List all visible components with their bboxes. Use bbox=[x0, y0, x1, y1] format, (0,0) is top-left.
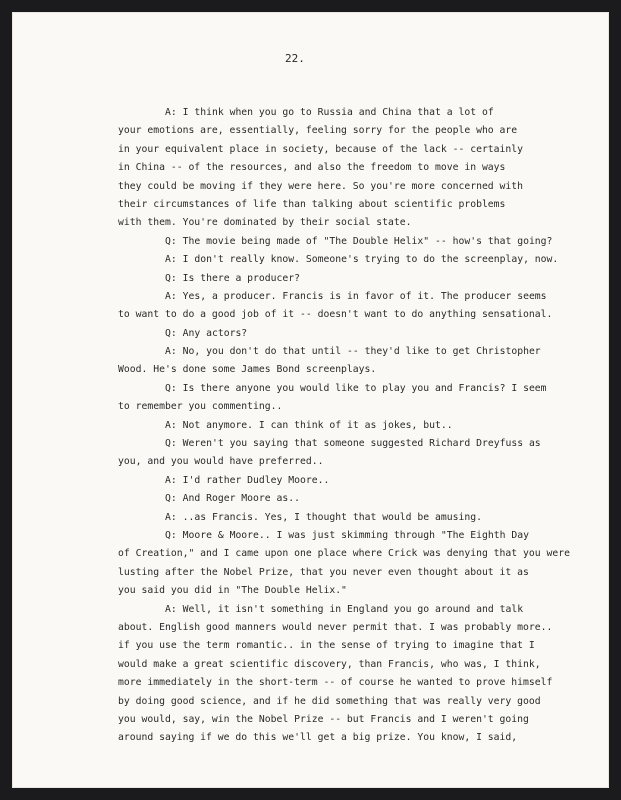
document-page bbox=[12, 12, 609, 788]
text-line: Q: The movie being made of "The Double Helix" -- how's that going? bbox=[165, 235, 553, 247]
text-line: A: I think when you go to Russia and China that a lot of bbox=[165, 107, 494, 118]
text-line: Q: Any actors? bbox=[165, 327, 248, 339]
text-line: about. English good manners would never permit that. I was probably more.. bbox=[118, 621, 553, 633]
text-line: you said you did in "The Double Helix." bbox=[118, 585, 347, 597]
text-line: A: No, you don't do that until -- they'd like to get Christopher bbox=[165, 346, 541, 358]
text-line: Q: And Roger Moore as.. bbox=[165, 493, 301, 505]
page-number: 22. bbox=[285, 52, 305, 65]
text-line: to want to do a good job of it -- doesn't want to do anything sensational. bbox=[118, 309, 553, 321]
text-line: would make a great scientific discovery, than Francis, who was, I think, bbox=[118, 658, 541, 670]
text-line: to remember you commenting.. bbox=[118, 401, 283, 413]
text-line: you would, say, win the Nobel Prize -- but Francis and I weren't going bbox=[118, 713, 529, 725]
text-line: Wood. He's done some James Bond screenplays. bbox=[118, 364, 377, 376]
text-line: Q: Weren't you saying that someone suggested Richard Dreyfuss as bbox=[165, 438, 541, 450]
text-line: if you use the term romantic.. in the sense of trying to imagine that I bbox=[118, 640, 535, 652]
text-line: more immediately in the short-term -- of course he wanted to prove himself bbox=[118, 677, 553, 689]
text-line: you, and you would have preferred.. bbox=[118, 456, 324, 468]
text-line: A: I'd rather Dudley Moore.. bbox=[165, 474, 330, 486]
text-line: they could be moving if they were here. So you're more concerned with bbox=[118, 180, 524, 192]
text-line: their circumstances of life than talking about scientific problems bbox=[118, 198, 506, 210]
text-line: of Creation," and I came upon one place where Crick was denying that you were bbox=[118, 548, 570, 560]
text-line: A: I don't really know. Someone's trying to do the screenplay, now. bbox=[165, 254, 559, 266]
text-line: around saying if we do this we'll get a big prize. You know, I said, bbox=[118, 732, 518, 744]
text-line: Q: Moore & Moore.. I was just skimming through "The Eighth Day bbox=[165, 529, 529, 541]
text-line: A: Not anymore. I can think of it as jokes, but.. bbox=[165, 419, 453, 431]
text-line: with them. You're dominated by their social state. bbox=[118, 217, 412, 229]
text-line: Q: Is there anyone you would like to play you and Francis? I seem bbox=[165, 382, 547, 394]
text-line: in your equivalent place in society, because of the lack -- certainly bbox=[118, 143, 524, 155]
text-line: A: Yes, a producer. Francis is in favor of it. The producer seems bbox=[165, 290, 547, 302]
transcript-body bbox=[118, 104, 578, 748]
text-line: by doing good science, and if he did something that was really very good bbox=[118, 695, 541, 707]
text-line: A: ..as Francis. Yes, I thought that would be amusing. bbox=[165, 511, 482, 523]
text-line: A: Well, it isn't something in England you go around and talk bbox=[165, 603, 524, 615]
text-line: Q: Is there a producer? bbox=[165, 272, 301, 284]
text-line: your emotions are, essentially, feeling sorry for the people who are bbox=[118, 125, 518, 137]
text-line: lusting after the Nobel Prize, that you never even thought about it as bbox=[118, 566, 529, 578]
text-line: in China -- of the resources, and also the freedom to move in ways bbox=[118, 162, 506, 174]
